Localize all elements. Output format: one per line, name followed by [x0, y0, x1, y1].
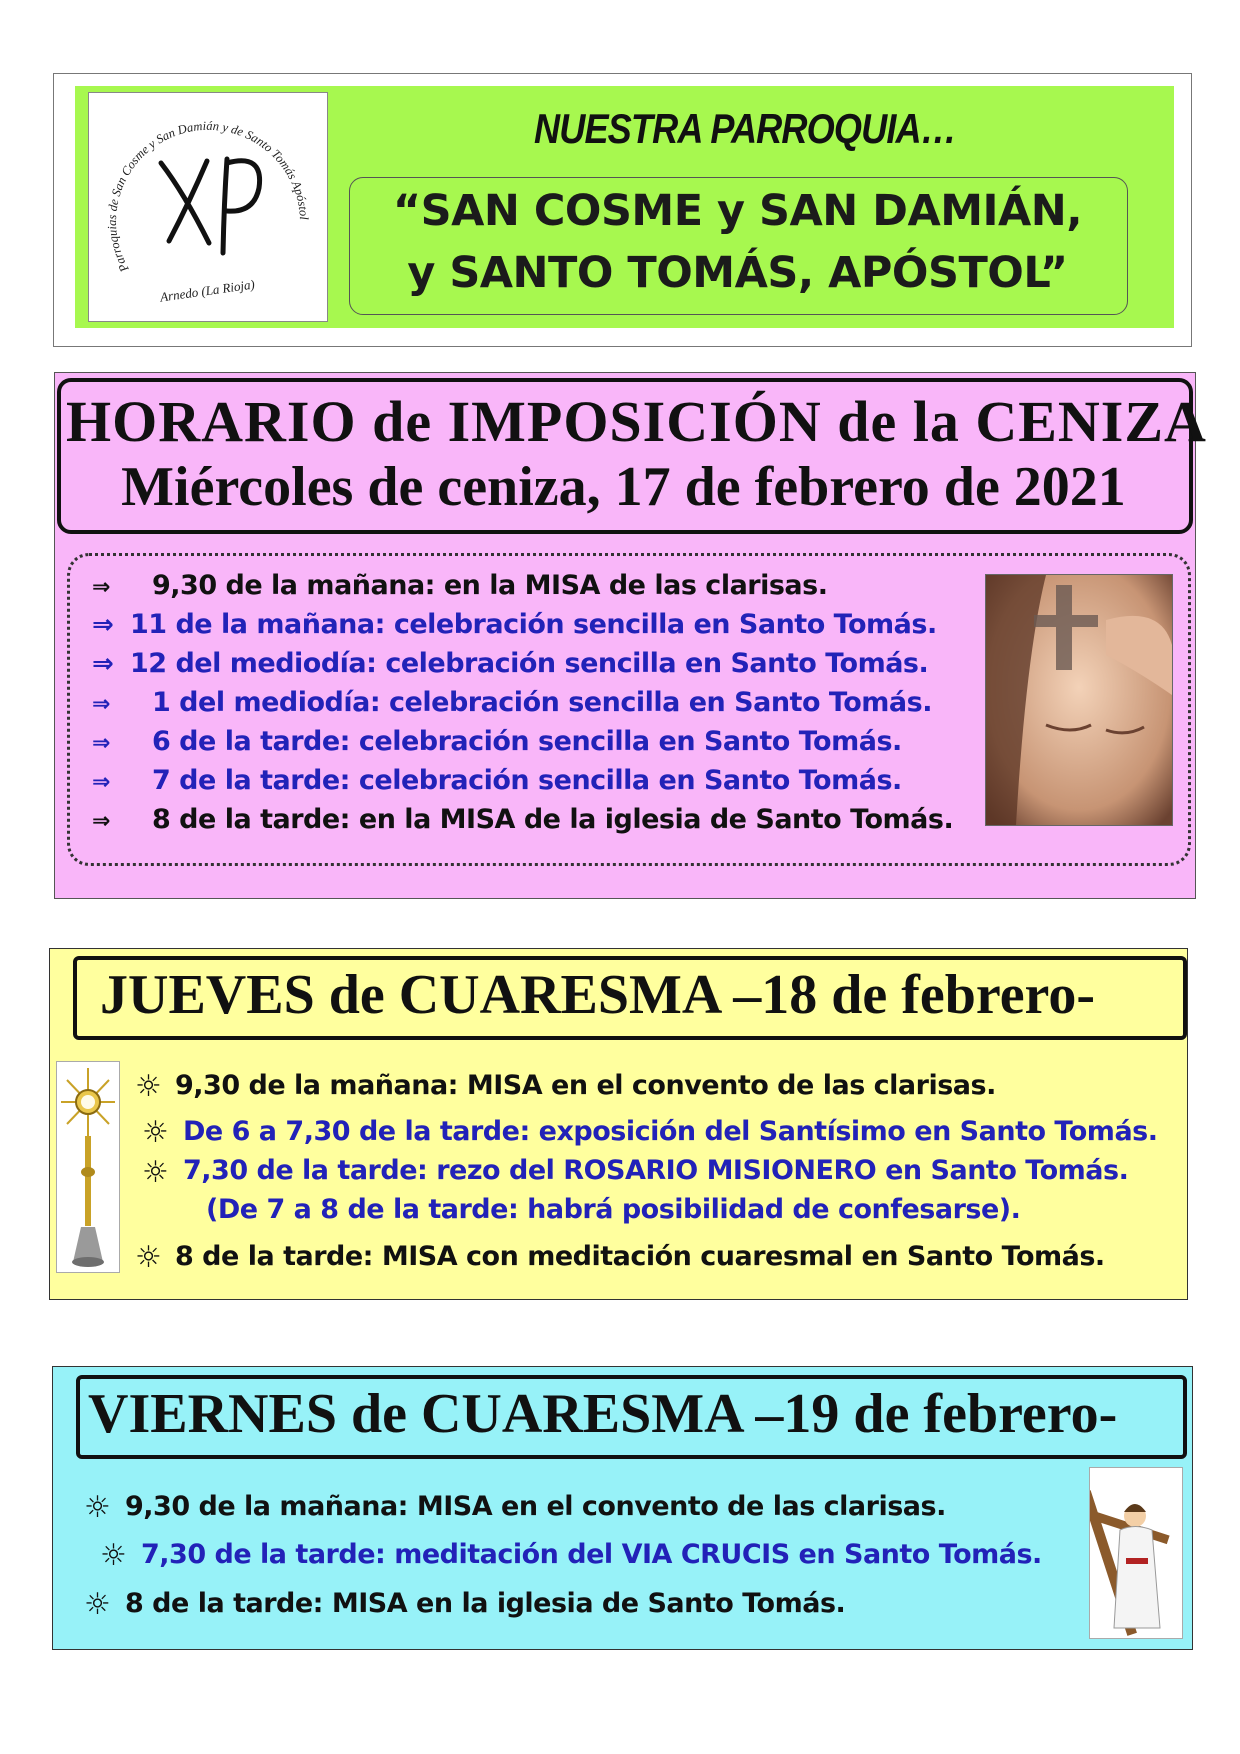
ceniza-date: Miércoles de ceniza, 17 de febrero de 2021	[121, 456, 1126, 518]
arrow-icon: ⇒	[92, 692, 110, 717]
sun-icon: ☼	[142, 1115, 169, 1150]
list-item: ⇒ 12 del mediodía: celebración sencilla en Santo Tomás.	[92, 648, 929, 679]
svg-text:Parroquias de San Cosme y San	[105, 119, 311, 275]
list-item: 7,30 de la tarde: rezo del ROSARIO MISIONERO en Santo Tomás.	[183, 1155, 1129, 1186]
arrow-icon: ⇒	[92, 731, 110, 756]
sun-icon: ☼	[100, 1538, 127, 1573]
parish-name-line-2: y SANTO TOMÁS, APÓSTOL”	[407, 248, 1068, 298]
arrow-icon: ⇒	[92, 770, 110, 795]
parish-seal-logo	[88, 92, 328, 322]
sun-icon: ☼	[84, 1490, 111, 1525]
list-item: ⇒ 8 de la tarde: en la MISA de la iglesia de Santo Tomás.	[92, 804, 954, 835]
list-item: ⇒ 6 de la tarde: celebración sencilla en Santo Tomás.	[92, 726, 902, 757]
chi-rho-icon	[161, 159, 260, 253]
list-item: ⇒ 11 de la mañana: celebración sencilla en Santo Tomás.	[92, 609, 937, 640]
sun-icon: ☼	[84, 1587, 111, 1622]
seal-ring-text: Parroquias de San Cosme y San Damián y de Santo Tomás Apóstol	[104, 118, 311, 275]
sun-icon: ☼	[135, 1240, 162, 1275]
list-item: 8 de la tarde: MISA en la iglesia de Santo Tomás.	[125, 1588, 846, 1619]
list-item: 8 de la tarde: MISA con meditación cuaresmal en Santo Tomás.	[175, 1241, 1105, 1272]
sun-icon: ☼	[135, 1069, 162, 1104]
seal-bottom-text: Arnedo (La Rioja)	[159, 276, 256, 305]
list-item: ⇒ 1 del mediodía: celebración sencilla en Santo Tomás.	[92, 687, 932, 718]
ceniza-title: HORARIO de IMPOSICIÓN de la CENIZA	[66, 389, 1207, 454]
list-item: 7,30 de la tarde: meditación del VIA CRUCIS en Santo Tomás.	[141, 1539, 1042, 1570]
jesus-carrying-cross-icon	[1089, 1467, 1183, 1639]
arrow-icon: ⇒	[92, 610, 114, 640]
ash-cross-photo	[985, 574, 1173, 826]
list-item: 9,30 de la mañana: MISA en el convento de las clarisas.	[125, 1491, 946, 1522]
list-item: ⇒ 7 de la tarde: celebración sencilla en Santo Tomás.	[92, 765, 902, 796]
list-item: 9,30 de la mañana: MISA en el convento de las clarisas.	[175, 1070, 996, 1101]
list-item: (De 7 a 8 de la tarde: habrá posibilidad de confesarse).	[206, 1194, 1021, 1225]
arrow-icon: ⇒	[92, 575, 110, 600]
arrow-icon: ⇒	[92, 649, 114, 679]
arrow-icon: ⇒	[92, 809, 110, 834]
ceniza-schedule-list	[92, 570, 972, 840]
parish-name-line-1: “SAN COSME y SAN DAMIÁN,	[392, 186, 1083, 236]
list-item: De 6 a 7,30 de la tarde: exposición del Santísimo en Santo Tomás.	[183, 1116, 1158, 1147]
monstrance-icon	[56, 1061, 120, 1273]
jueves-title: JUEVES de CUARESMA –18 de febrero-	[100, 964, 1096, 1026]
viernes-title: VIERNES de CUARESMA –19 de febrero-	[88, 1383, 1118, 1445]
header-kicker: NUESTRA PARROQUIA…	[534, 105, 956, 152]
sun-icon: ☼	[142, 1155, 169, 1190]
list-item: ⇒ 9,30 de la mañana: en la MISA de las clarisas.	[92, 570, 828, 601]
